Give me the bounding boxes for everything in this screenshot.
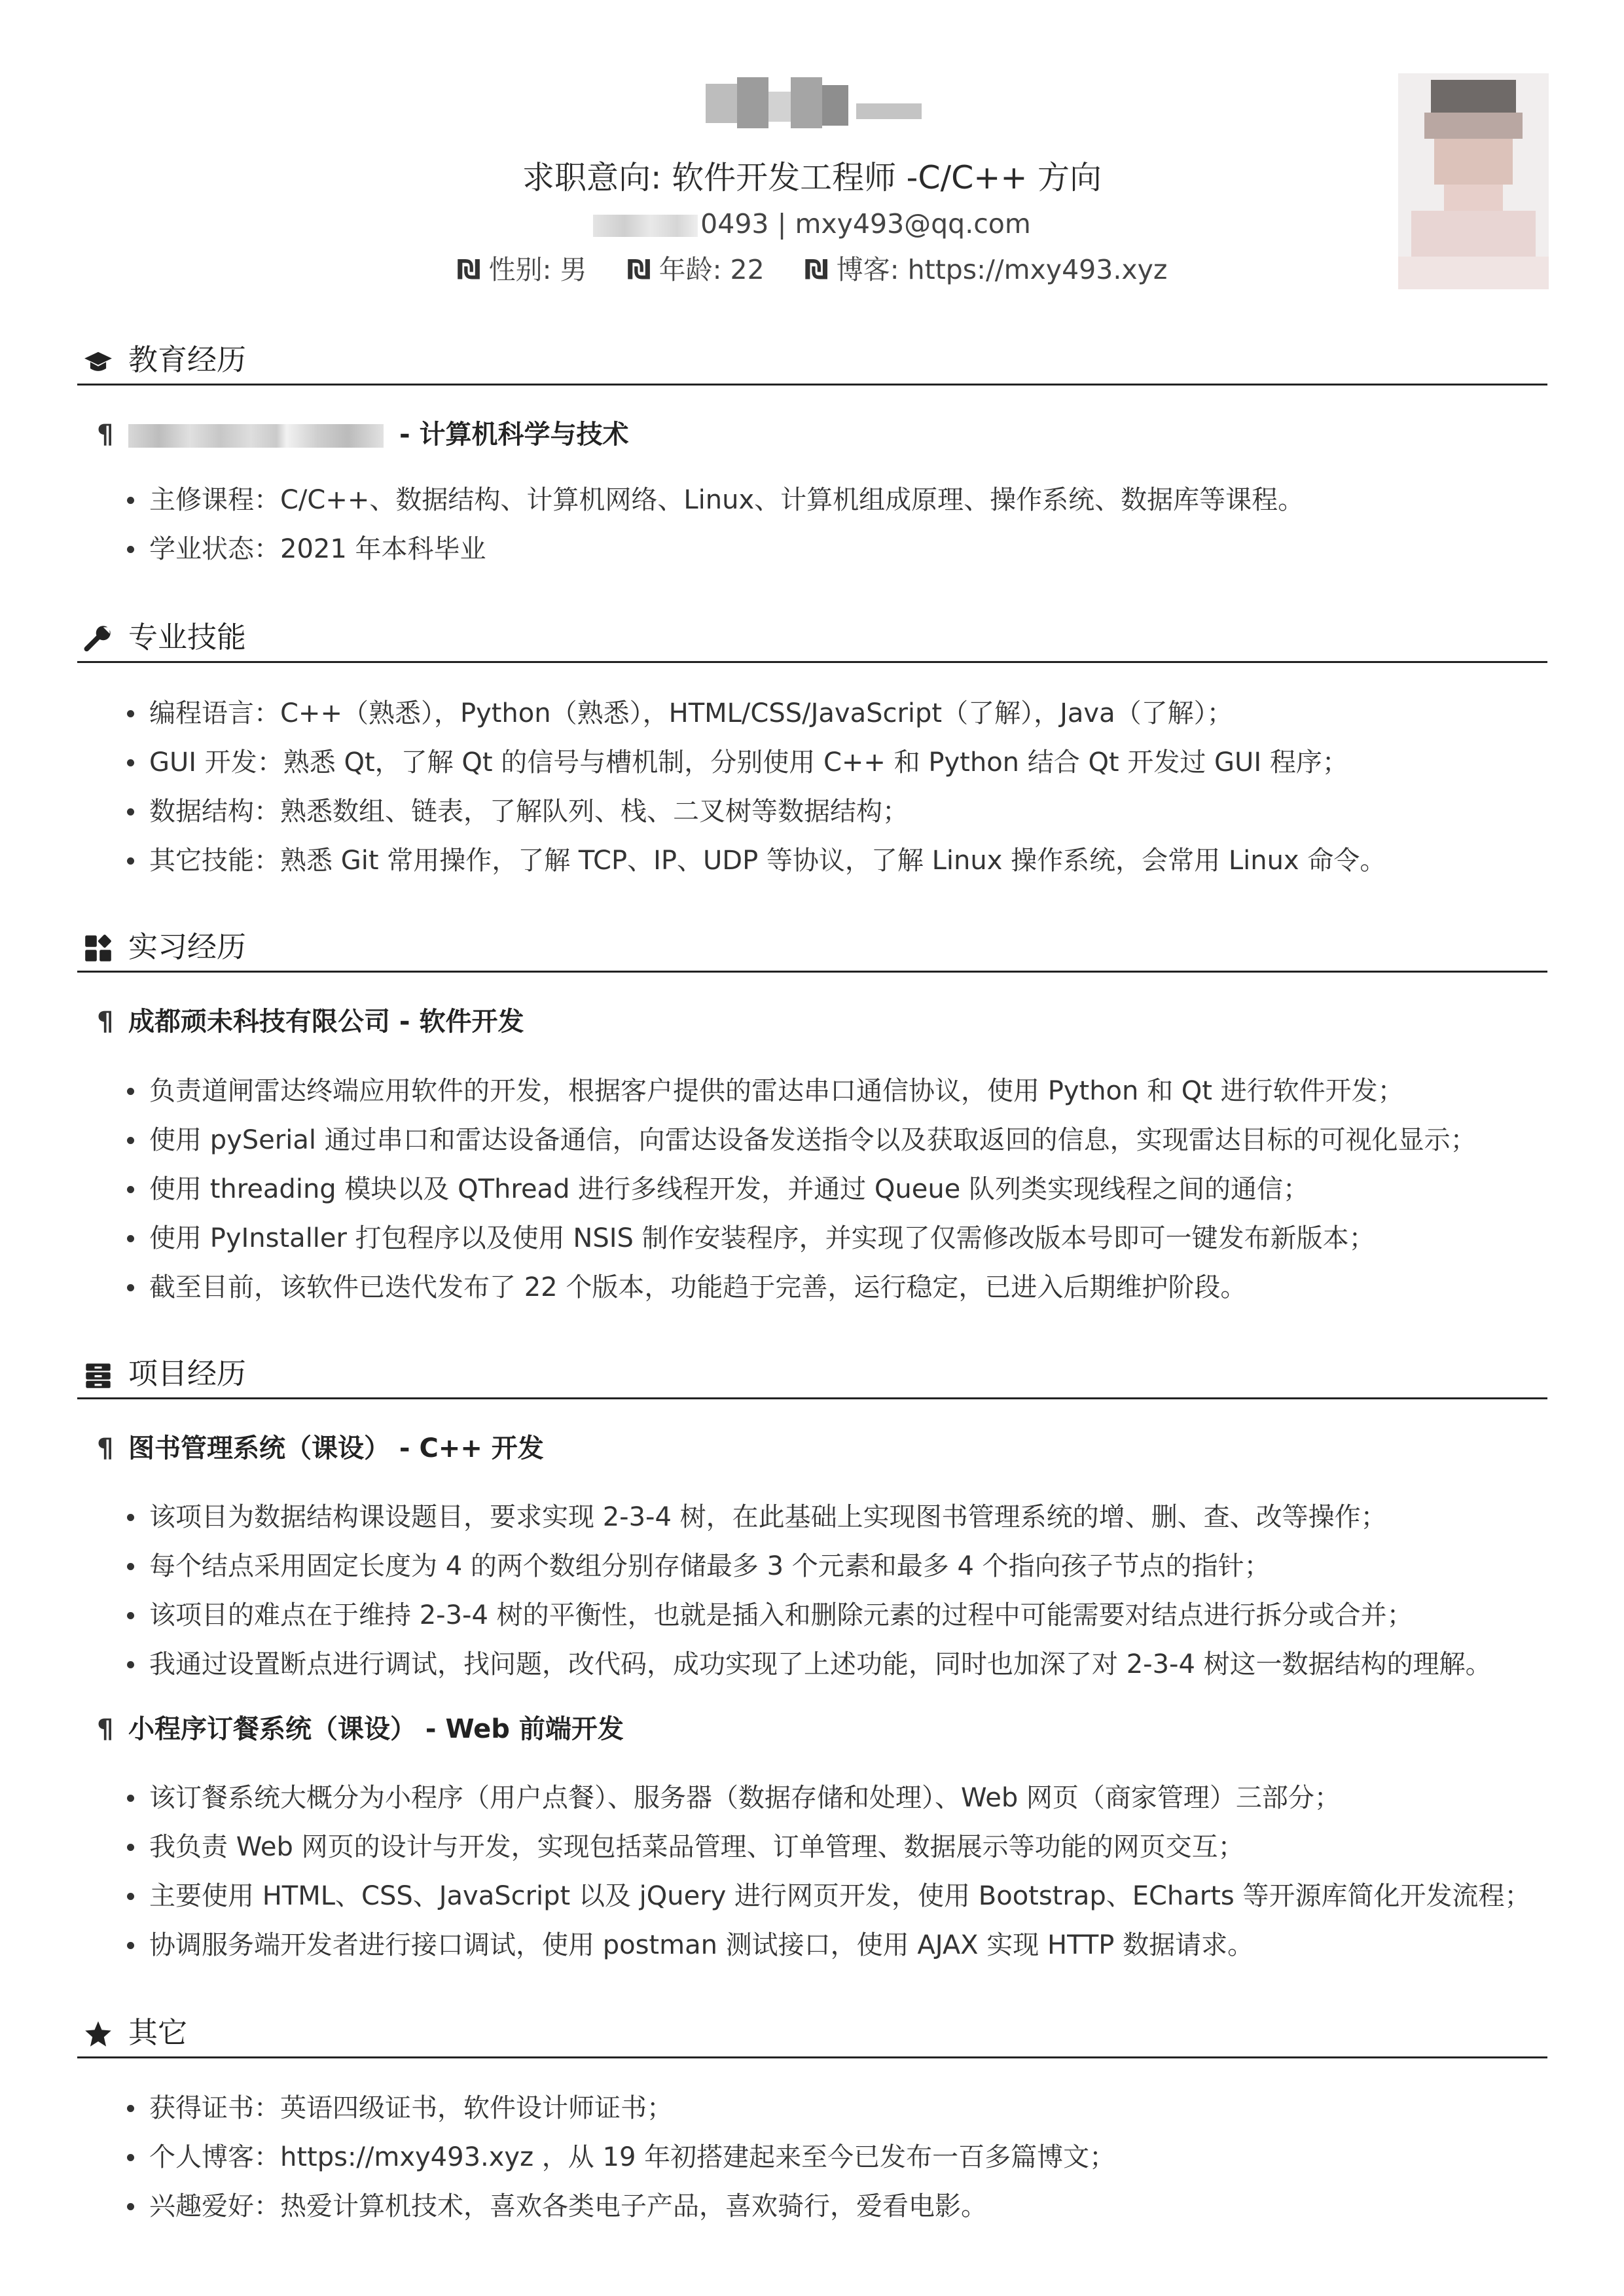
education-entry (97, 415, 629, 454)
list-item: 主修课程：C/C++、数据结构、计算机网络、Linux、计算机组成原理、操作系统、数据库等课程。 (122, 476, 1304, 525)
pilcrow-icon: ¶ (97, 1714, 114, 1744)
profile-photo-redacted (1398, 73, 1549, 289)
pilcrow-icon: ¶ (97, 420, 114, 450)
section-other (77, 2004, 1547, 2058)
list-item: 协调服务端开发者进行接口调试，使用 postman 测试接口，使用 AJAX 实现 HTTP 数据请求。 (122, 1921, 1530, 1970)
section-skills (77, 609, 1547, 663)
email[interactable]: mxy493@qq.com (795, 208, 1031, 240)
list-item: 使用 pySerial 通过串口和雷达设备通信，向雷达设备发送指令以及获取返回的信息，实现雷达目标的可视化显示； (122, 1116, 1477, 1165)
list-item: 该项目的难点在于维持 2-3-4 树的平衡性，也就是插入和删除元素的过程中可能需要对结点进行拆分或合并； (122, 1591, 1492, 1640)
skills-list (122, 689, 1386, 886)
project-details (122, 1774, 1530, 1970)
personal-info (0, 249, 1624, 291)
project-details (122, 1493, 1492, 1689)
shekel-icon: ₪ (626, 254, 651, 285)
project-title: 图书管理系统（课设） - C++ 开发 (128, 1433, 544, 1463)
list-item: GUI 开发：熟悉 Qt，了解 Qt 的信号与槽机制，分别使用 C++ 和 Python 结合 Qt 开发过 GUI 程序； (122, 738, 1386, 787)
list-item: 兴趣爱好：热爱计算机技术，喜欢各类电子产品，喜欢骑行，爱看电影。 (122, 2182, 1115, 2231)
section-title: 专业技能 (128, 620, 247, 655)
section-internship (77, 918, 1547, 973)
section-projects (77, 1345, 1547, 1399)
education-details (122, 476, 1304, 574)
major: - 计算机科学与技术 (399, 420, 629, 450)
job-objective: 求职意向: 软件开发工程师 -C/C++ 方向 (522, 159, 1102, 196)
project-entry (97, 1710, 624, 1749)
list-item: 该订餐系统大概分为小程序（用户点餐）、服务器（数据存储和处理）、Web 网页（商家管理）三部分； (122, 1774, 1530, 1823)
section-title: 实习经历 (128, 929, 247, 964)
section-title: 项目经历 (128, 1356, 247, 1391)
list-item: 我负责 Web 网页的设计与开发，实现包括菜品管理、订单管理、数据展示等功能的网页交互； (122, 1823, 1530, 1872)
wrench-icon (84, 624, 113, 653)
shekel-icon: ₪ (456, 254, 481, 285)
list-item: 使用 threading 模块以及 QThread 进行多线程开发，并通过 Queue 队列类实现线程之间的通信； (122, 1165, 1477, 1214)
blog-info[interactable]: ₪ 博客: https://mxy493.xyz (804, 254, 1168, 285)
list-item: 主要使用 HTML、CSS、JavaScript 以及 jQuery 进行网页开发，使用 Bootstrap、ECharts 等开源库简化开发流程； (122, 1872, 1530, 1921)
project-entry (97, 1429, 544, 1468)
project-title: 小程序订餐系统（课设） - Web 前端开发 (128, 1714, 624, 1744)
list-item: 负责道闸雷达终端应用软件的开发，根据客户提供的雷达串口通信协议，使用 Python 和 Qt 进行软件开发； (122, 1067, 1477, 1116)
grid-icon (84, 934, 113, 963)
candidate-name-redacted (706, 77, 922, 135)
section-education (77, 331, 1547, 386)
list-item: 截至目前，该软件已迭代发布了 22 个版本，功能趋于完善，运行稳定，已进入后期维护阶段。 (122, 1263, 1477, 1312)
contact-separator: | (777, 208, 787, 240)
list-item: 获得证书：英语四级证书，软件设计师证书； (122, 2084, 1115, 2133)
list-item: 数据结构：熟悉数组、链表，了解队列、栈、二叉树等数据结构； (122, 787, 1386, 836)
graduation-cap-icon (84, 347, 113, 376)
list-item: 每个结点采用固定长度为 4 的两个数组分别存储最多 3 个元素和最多 4 个指向孩子节点的指针； (122, 1542, 1492, 1591)
shekel-icon: ₪ (804, 254, 829, 285)
list-item: 编程语言：C++（熟悉），Python（熟悉），HTML/CSS/JavaScript（了解），Java（了解）； (122, 689, 1386, 738)
list-item: 个人博客：https://mxy493.xyz ，从 19 年初搭建起来至今已发布一百多篇博文； (122, 2133, 1115, 2182)
list-item: 该项目为数据结构课设题目，要求实现 2-3-4 树，在此基础上实现图书管理系统的增、删、查、改等操作； (122, 1493, 1492, 1542)
other-list (122, 2084, 1115, 2231)
list-item: 学业状态：2021 年本科毕业 (122, 525, 1304, 574)
phone-suffix: 0493 (700, 208, 769, 240)
internship-details (122, 1067, 1477, 1312)
archive-icon (84, 1361, 113, 1390)
list-item: 我通过设置断点进行调试，找问题，改代码，成功实现了上述功能，同时也加深了对 2-3-4 树这一数据结构的理解。 (122, 1640, 1492, 1689)
section-title: 其它 (128, 2015, 188, 2050)
company-role: 成都顽未科技有限公司 - 软件开发 (128, 1007, 524, 1037)
pilcrow-icon: ¶ (97, 1433, 114, 1463)
age-info: ₪ 年龄: 22 (626, 254, 765, 285)
list-item: 使用 PyInstaller 打包程序以及使用 NSIS 制作安装程序，并实现了仅需修改版本号即可一键发布新版本； (122, 1214, 1477, 1263)
phone-redacted (593, 215, 698, 237)
gender-info: ₪ 性别: 男 (456, 254, 587, 285)
pilcrow-icon: ¶ (97, 1007, 114, 1037)
section-title: 教育经历 (128, 342, 247, 377)
contact-line (0, 203, 1624, 245)
internship-entry (97, 1002, 524, 1041)
list-item: 其它技能：熟悉 Git 常用操作，了解 TCP、IP、UDP 等协议，了解 Linux 操作系统，会常用 Linux 命令。 (122, 836, 1386, 886)
school-name-redacted (128, 424, 384, 448)
star-icon (84, 2020, 113, 2049)
